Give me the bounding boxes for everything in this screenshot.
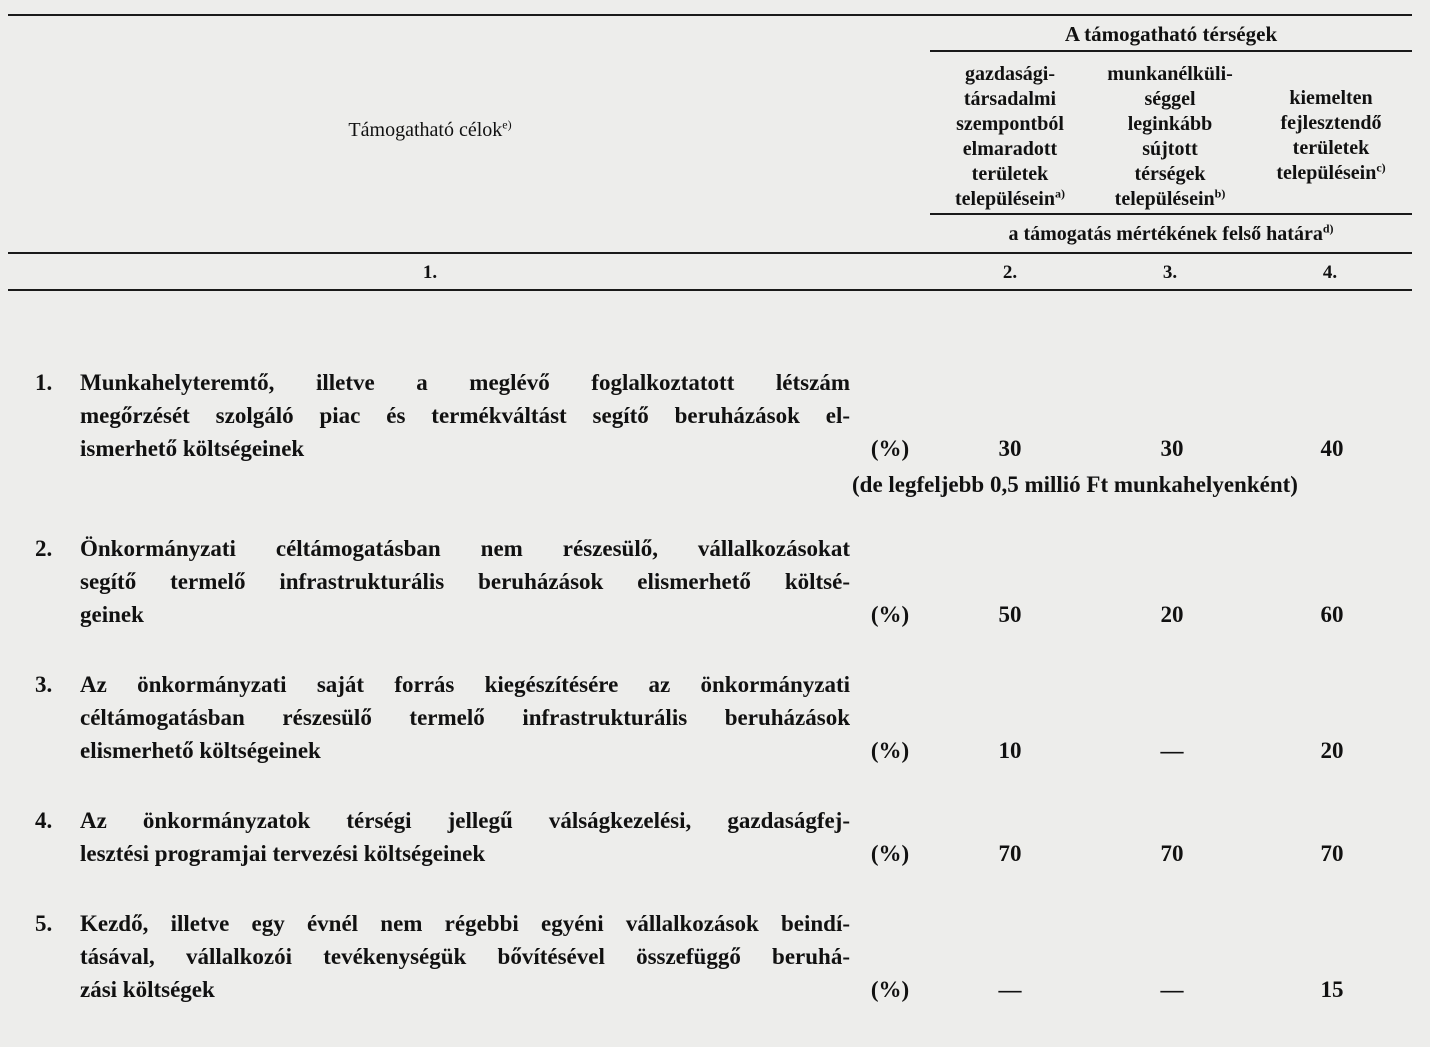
col-number-1: 1. — [422, 262, 438, 283]
col2-header-line: szempontból — [956, 113, 1064, 135]
row-5-number: 5. — [35, 911, 53, 936]
table-top-rule — [8, 14, 1412, 16]
row-5-text — [80, 907, 850, 1006]
row-1-note: (de legfeljebb 0,5 millió Ft munkahelyenként) — [852, 472, 1298, 497]
col-number-3: 3. — [1162, 262, 1178, 283]
col1-header-label: Támogatható célok — [348, 119, 503, 141]
col4-header-line: területek — [1292, 137, 1370, 159]
row-4-col3-value: 70 — [1160, 841, 1184, 866]
row-1-col2-value: 30 — [998, 436, 1022, 461]
subheader-top-rule — [930, 213, 1412, 215]
row-3-text — [80, 668, 850, 767]
row-1-text — [80, 366, 850, 465]
col3-header-line: térségek — [1134, 163, 1206, 185]
row-2-text — [80, 532, 850, 631]
col2-header — [930, 62, 1090, 212]
row-4-text — [80, 804, 850, 870]
col3-header-line: sújtott — [1142, 138, 1198, 160]
row-1-number: 1. — [35, 370, 53, 395]
col2-header-line: településein — [955, 188, 1055, 210]
row-3-line: Az önkormányzati saját forrás kiegészítésére az önkormányzati — [80, 672, 850, 697]
col2-header-line: területek — [971, 163, 1049, 185]
row-5-col4-value: 15 — [1320, 977, 1344, 1002]
col2-header-line: társadalmi — [963, 88, 1057, 110]
row-3-col4-value: 20 — [1320, 738, 1344, 763]
col4-header — [1250, 86, 1412, 186]
col4-header-line: településein — [1276, 162, 1377, 184]
row-1-unit: (%) — [870, 436, 910, 461]
row-2-line: segítő termelő infrastrukturális beruházások elismerhető költsé- — [80, 569, 850, 594]
col-number-4: 4. — [1322, 262, 1338, 283]
column-number-rule — [8, 289, 1412, 291]
row-3-col3-value: — — [1160, 738, 1184, 763]
row-5-line: tásával, vállalkozói tevékenységük bővítésével összefüggő beruhá- — [80, 944, 850, 969]
subheader — [930, 222, 1412, 247]
row-1-line: megőrzését szolgáló piac és termékváltást segítő beruházások el- — [80, 403, 850, 428]
row-1-line: ismerhető költségeinek — [80, 436, 305, 461]
group-title-rule — [930, 50, 1412, 52]
row-2-col2-value: 50 — [998, 602, 1022, 627]
row-1-col3-value: 30 — [1160, 436, 1184, 461]
col3-header-line: településein — [1114, 188, 1215, 210]
row-3-number: 3. — [35, 672, 53, 697]
col4-header-sup: c) — [1376, 160, 1386, 175]
row-4-line: Az önkormányzatok térségi jellegű válságkezelési, gazdaságfej- — [80, 808, 850, 833]
col2-header-line: gazdasági- — [965, 63, 1055, 85]
col-number-2: 2. — [1002, 262, 1018, 283]
col4-header-line: fejlesztendő — [1280, 112, 1382, 134]
header-bottom-rule — [8, 252, 1412, 254]
subheader-sup: d) — [1322, 221, 1334, 236]
row-4-line: lesztési programjai tervezési költségeinek — [80, 841, 486, 866]
group-title — [930, 22, 1412, 47]
row-5-line: Kezdő, illetve egy évnél nem régebbi egyéni vállalkozások beindí- — [80, 911, 850, 936]
row-1-line: Munkahelyteremtő, illetve a meglévő foglalkoztatott létszám — [80, 370, 850, 395]
row-5-line: zási költségek — [80, 977, 215, 1002]
col3-header-line: leginkább — [1127, 113, 1213, 135]
row-3-unit: (%) — [870, 738, 910, 763]
row-4-col4-value: 70 — [1320, 841, 1344, 866]
row-5-col3-value: — — [1160, 977, 1184, 1002]
row-5-unit: (%) — [870, 977, 910, 1002]
row-2-line: geinek — [80, 602, 144, 627]
row-2-unit: (%) — [870, 602, 910, 627]
col1-header-sup: e) — [502, 117, 512, 132]
col3-header — [1090, 62, 1250, 212]
col2-header-line: elmaradott — [962, 138, 1058, 160]
row-4-number: 4. — [35, 808, 53, 833]
row-1-col4-value: 40 — [1320, 436, 1344, 461]
row-4-unit: (%) — [870, 841, 910, 866]
row-3-col2-value: 10 — [998, 738, 1022, 763]
row-2-col4-value: 60 — [1320, 602, 1344, 627]
row-2-number: 2. — [35, 536, 53, 561]
col4-header-line: kiemelten — [1289, 87, 1373, 109]
row-2-col3-value: 20 — [1160, 602, 1184, 627]
col2-header-sup: a) — [1055, 186, 1065, 201]
row-4-col2-value: 70 — [998, 841, 1022, 866]
col1-header — [230, 118, 630, 143]
row-3-line: elismerhető költségeinek — [80, 738, 321, 763]
col3-header-line: munkanélküli- — [1107, 63, 1233, 85]
row-3-line: céltámogatásban részesülő termelő infrastrukturális beruházások — [80, 705, 850, 730]
col3-header-sup: b) — [1214, 186, 1226, 201]
col3-header-line: séggel — [1144, 88, 1196, 110]
row-5-col2-value: — — [998, 977, 1022, 1002]
subheader-text: a támogatás mértékének felső határa — [1008, 223, 1323, 245]
group-title-text: A támogatható térségek — [1064, 22, 1278, 46]
row-2-line: Önkormányzati céltámogatásban nem részesülő, vállalkozásokat — [80, 536, 850, 561]
